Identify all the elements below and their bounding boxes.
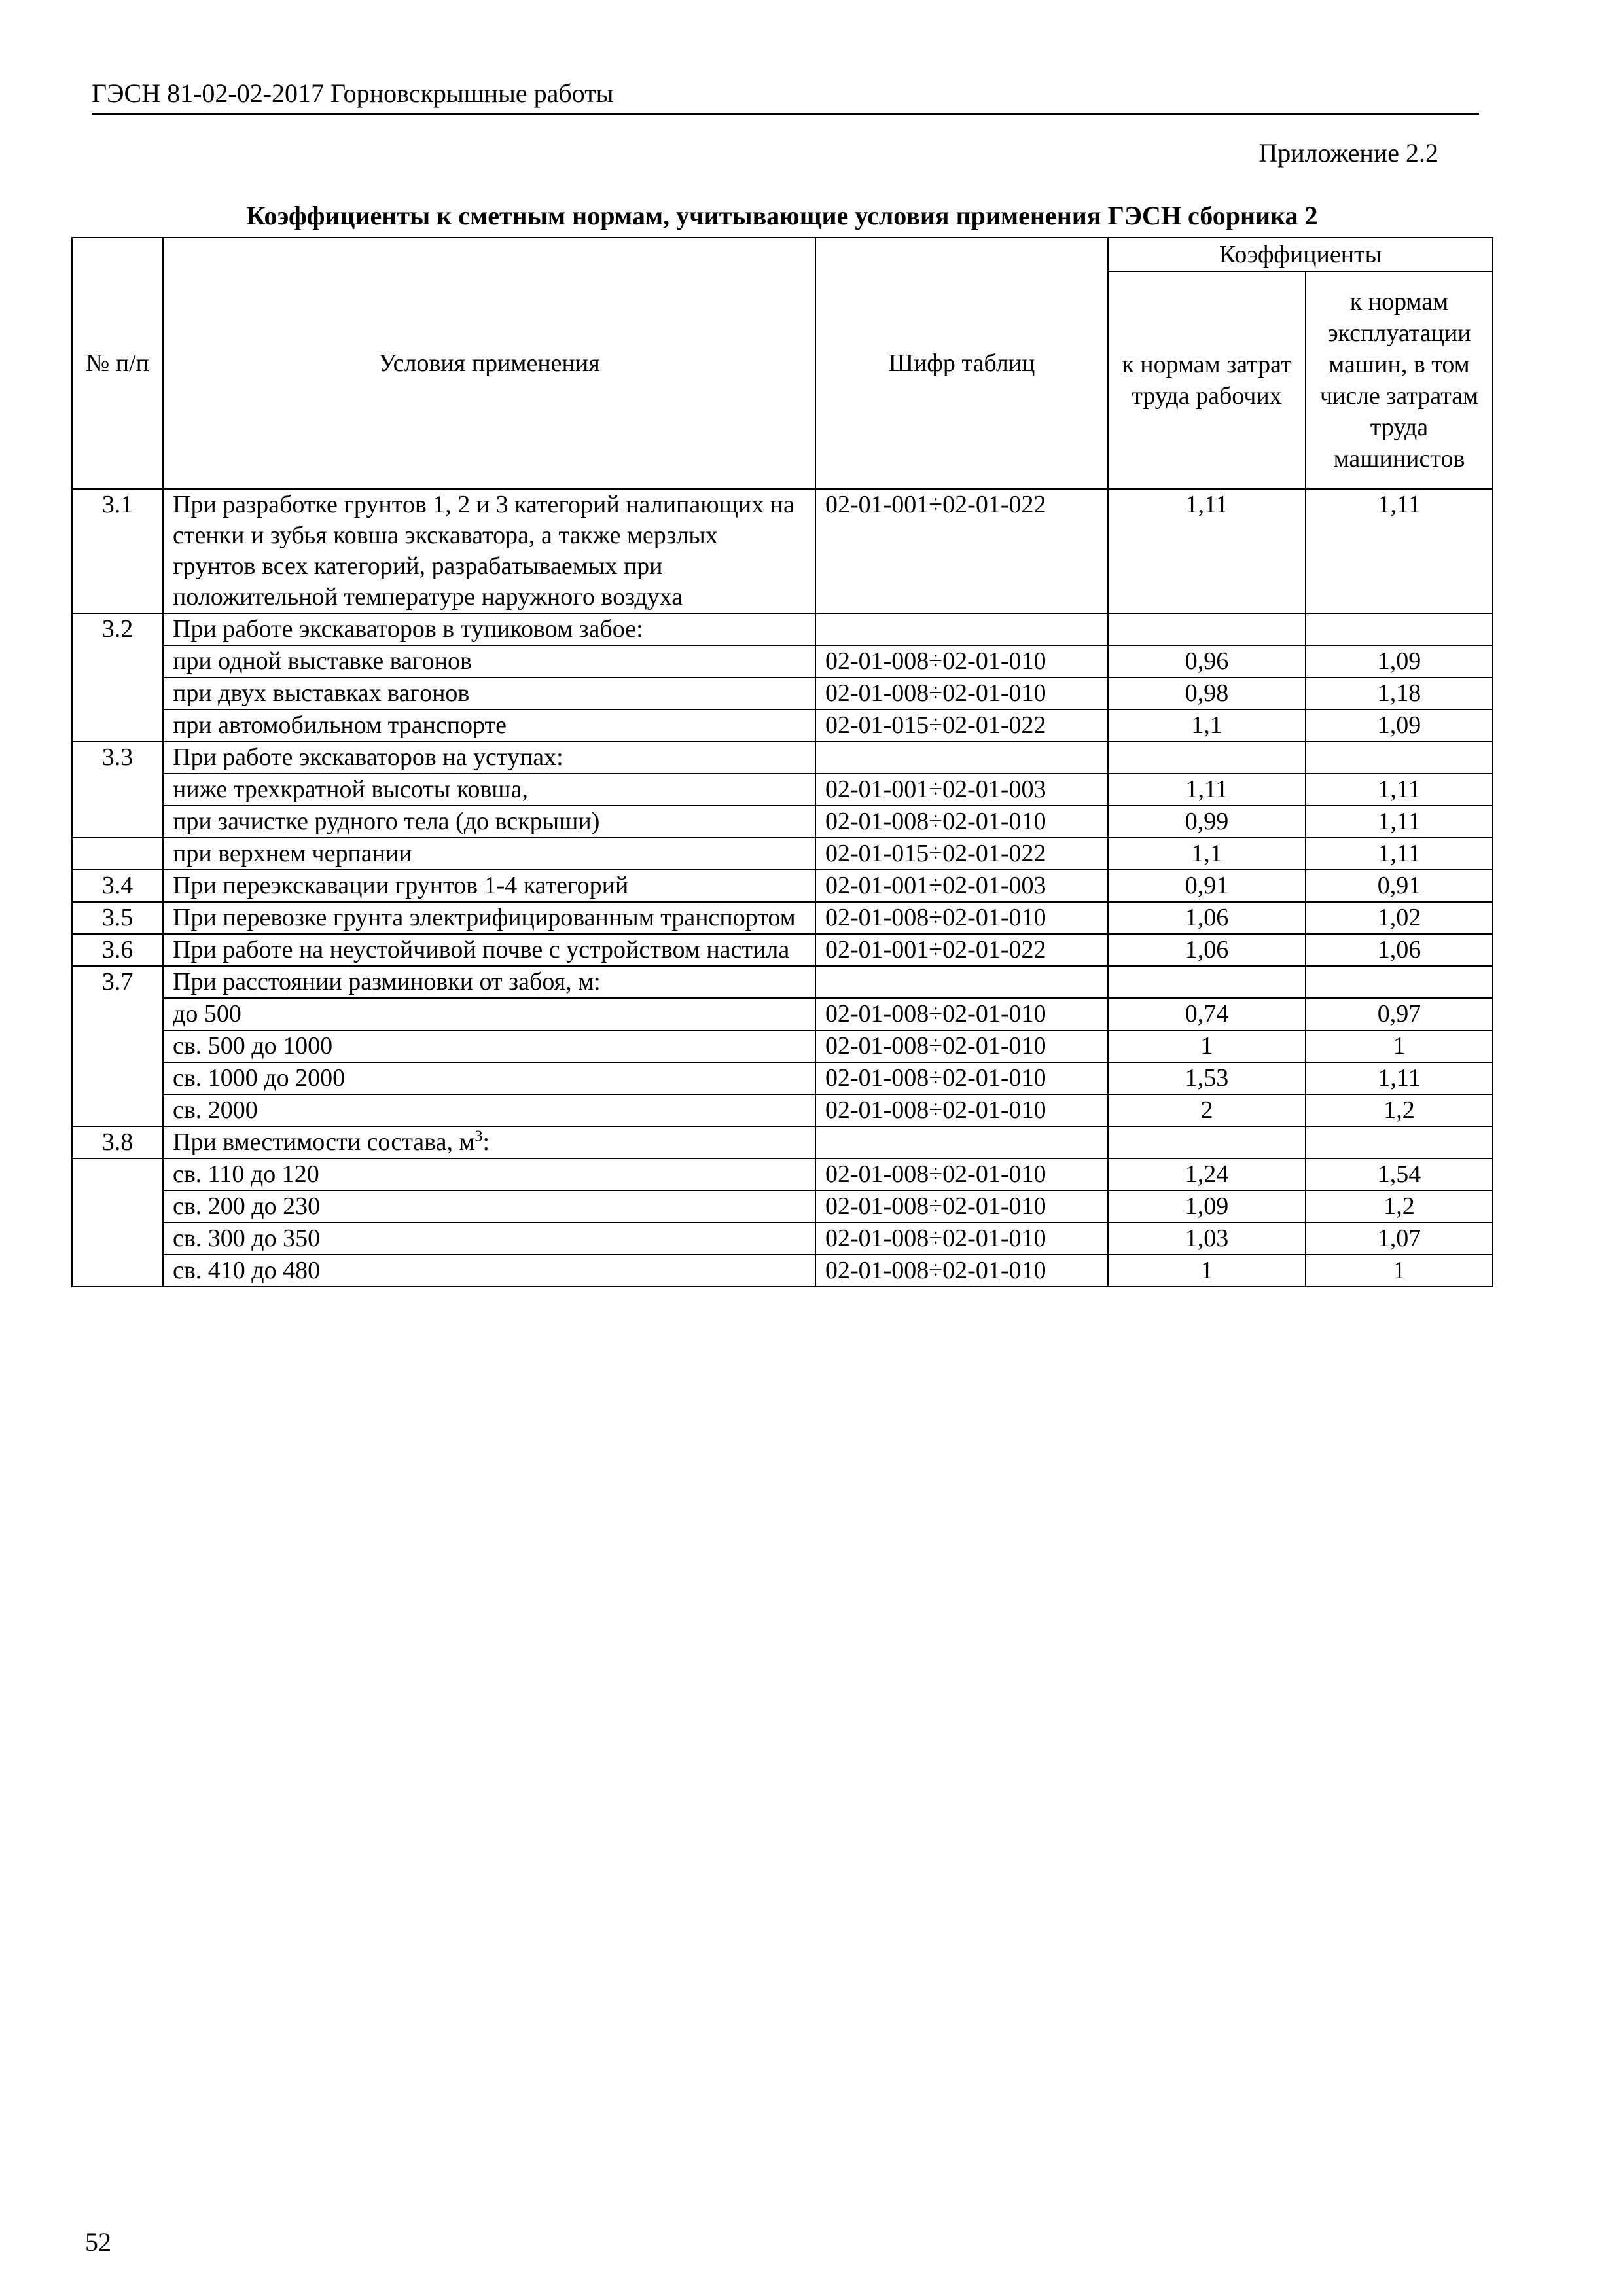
- row-condition: При работе экскаваторов в тупиковом забое:: [163, 613, 815, 645]
- row-code: 02-01-008÷02-01-010: [815, 998, 1108, 1030]
- row-labor-coef: 1: [1108, 1255, 1306, 1287]
- table-row: [72, 1223, 1493, 1255]
- col-header-num: № п/п: [72, 238, 163, 489]
- row-condition-text: При вместимости состава, м: [173, 1128, 475, 1156]
- coefficients-table: [71, 237, 1493, 1287]
- running-header: [92, 72, 1479, 115]
- row-condition: При расстоянии разминовки от забоя, м:: [163, 966, 815, 998]
- row-machine-coef: 1,09: [1306, 645, 1493, 677]
- row-condition: св. 410 до 480: [163, 1255, 815, 1287]
- row-condition: При перевозке грунта электрифицированным транспортом: [163, 902, 815, 934]
- row-condition: до 500: [163, 998, 815, 1030]
- col-header-labor: к нормам затрат труда рабочих: [1108, 272, 1306, 489]
- col-header-code: Шифр таблиц: [815, 238, 1108, 489]
- row-labor-coef: 2: [1108, 1094, 1306, 1126]
- row-code: 02-01-001÷02-01-022: [815, 489, 1108, 613]
- row-code: 02-01-015÷02-01-022: [815, 838, 1108, 870]
- row-labor-coef: [1108, 1126, 1306, 1158]
- table-row: [72, 870, 1493, 902]
- row-labor-coef: 0,96: [1108, 645, 1306, 677]
- table-row: [72, 1030, 1493, 1062]
- row-number: 3.5: [72, 902, 163, 934]
- table-row: [72, 1126, 1493, 1158]
- row-machine-coef: 1,11: [1306, 838, 1493, 870]
- unit-superscript: 3: [474, 1128, 483, 1145]
- row-number: [72, 1158, 163, 1287]
- table-row: [72, 998, 1493, 1030]
- row-labor-coef: 0,74: [1108, 998, 1306, 1030]
- row-number: 3.3: [72, 742, 163, 838]
- row-condition: св. 1000 до 2000: [163, 1062, 815, 1094]
- running-title: ГЭСН 81-02-02-2017 Горновскрышные работы: [92, 79, 614, 108]
- row-machine-coef: [1306, 1126, 1493, 1158]
- col-header-machines: к нормам эксплуатации машин, в том числе затратам труда машинистов: [1306, 272, 1493, 489]
- header-row-top: [72, 238, 1493, 272]
- table-row: [72, 934, 1493, 966]
- row-condition: при верхнем черпании: [163, 838, 815, 870]
- table-row: [72, 1158, 1493, 1191]
- row-labor-coef: 1,09: [1108, 1191, 1306, 1223]
- row-number: 3.8: [72, 1126, 163, 1158]
- row-condition: [163, 1126, 815, 1158]
- row-code: 02-01-001÷02-01-003: [815, 774, 1108, 806]
- row-machine-coef: 0,91: [1306, 870, 1493, 902]
- col-header-conditions: Условия применения: [163, 238, 815, 489]
- row-machine-coef: 1: [1306, 1255, 1493, 1287]
- row-machine-coef: [1306, 613, 1493, 645]
- row-code: 02-01-008÷02-01-010: [815, 1223, 1108, 1255]
- table-row: [72, 1094, 1493, 1126]
- row-labor-coef: 1,1: [1108, 709, 1306, 742]
- row-code: 02-01-008÷02-01-010: [815, 1062, 1108, 1094]
- row-code: 02-01-008÷02-01-010: [815, 806, 1108, 838]
- row-number: [72, 838, 163, 870]
- row-machine-coef: 1,2: [1306, 1191, 1493, 1223]
- row-code: 02-01-008÷02-01-010: [815, 1094, 1108, 1126]
- table-row: [72, 774, 1493, 806]
- row-number: 3.7: [72, 966, 163, 1126]
- col-header-coefficients: Коэффициенты: [1108, 238, 1493, 272]
- row-condition: при одной выставке вагонов: [163, 645, 815, 677]
- row-code: [815, 613, 1108, 645]
- row-machine-coef: 1,06: [1306, 934, 1493, 966]
- row-condition: св. 2000: [163, 1094, 815, 1126]
- row-condition: при автомобильном транспорте: [163, 709, 815, 742]
- row-code: 02-01-015÷02-01-022: [815, 709, 1108, 742]
- row-labor-coef: 1,1: [1108, 838, 1306, 870]
- row-code: 02-01-008÷02-01-010: [815, 1030, 1108, 1062]
- table-row: [72, 1255, 1493, 1287]
- table-row: [72, 489, 1493, 613]
- row-condition: при двух выставках вагонов: [163, 677, 815, 709]
- table-row: [72, 677, 1493, 709]
- row-labor-coef: [1108, 613, 1306, 645]
- row-condition: ниже трехкратной высоты ковша,: [163, 774, 815, 806]
- row-machine-coef: 1,18: [1306, 677, 1493, 709]
- row-labor-coef: 1,03: [1108, 1223, 1306, 1255]
- row-code: 02-01-008÷02-01-010: [815, 902, 1108, 934]
- row-labor-coef: 0,91: [1108, 870, 1306, 902]
- row-labor-coef: 0,99: [1108, 806, 1306, 838]
- row-code: 02-01-001÷02-01-022: [815, 934, 1108, 966]
- table-row: [72, 1191, 1493, 1223]
- row-number: 3.4: [72, 870, 163, 902]
- row-machine-coef: 1: [1306, 1030, 1493, 1062]
- row-code: 02-01-008÷02-01-010: [815, 1158, 1108, 1191]
- row-machine-coef: [1306, 742, 1493, 774]
- row-condition: При работе экскаваторов на уступах:: [163, 742, 815, 774]
- row-machine-coef: 1,11: [1306, 806, 1493, 838]
- row-code: 02-01-008÷02-01-010: [815, 677, 1108, 709]
- table-row: [72, 838, 1493, 870]
- row-number: 3.2: [72, 613, 163, 742]
- table-row: [72, 645, 1493, 677]
- row-machine-coef: [1306, 966, 1493, 998]
- row-code: [815, 1126, 1108, 1158]
- row-condition: При разработке грунтов 1, 2 и 3 категорий налипающих на стенки и зубья ковша экскаватора, а также мерзлых грунтов всех категорий, разрабатываемых при положительной температуре наружного воздуха: [163, 489, 815, 613]
- row-machine-coef: 1,11: [1306, 1062, 1493, 1094]
- row-machine-coef: 1,07: [1306, 1223, 1493, 1255]
- row-code: [815, 966, 1108, 998]
- row-code: 02-01-008÷02-01-010: [815, 1191, 1108, 1223]
- table-row: [72, 966, 1493, 998]
- table-row: [72, 742, 1493, 774]
- row-condition: св. 500 до 1000: [163, 1030, 815, 1062]
- row-condition-tail: :: [482, 1128, 490, 1156]
- table-row: [72, 902, 1493, 934]
- row-number: 3.6: [72, 934, 163, 966]
- row-labor-coef: 1,11: [1108, 774, 1306, 806]
- page-number: 52: [85, 2227, 111, 2257]
- row-labor-coef: 1,11: [1108, 489, 1306, 613]
- row-condition: св. 300 до 350: [163, 1223, 815, 1255]
- row-machine-coef: 1,54: [1306, 1158, 1493, 1191]
- row-labor-coef: 1,06: [1108, 934, 1306, 966]
- row-labor-coef: 1,24: [1108, 1158, 1306, 1191]
- row-condition: При переэкскавации грунтов 1-4 категорий: [163, 870, 815, 902]
- row-labor-coef: 1,53: [1108, 1062, 1306, 1094]
- row-code: 02-01-001÷02-01-003: [815, 870, 1108, 902]
- row-condition: св. 110 до 120: [163, 1158, 815, 1191]
- row-labor-coef: [1108, 966, 1306, 998]
- row-machine-coef: 1,09: [1306, 709, 1493, 742]
- row-labor-coef: 1: [1108, 1030, 1306, 1062]
- row-labor-coef: 0,98: [1108, 677, 1306, 709]
- row-machine-coef: 1,2: [1306, 1094, 1493, 1126]
- row-number: 3.1: [72, 489, 163, 613]
- table-row: [72, 709, 1493, 742]
- table-row: [72, 613, 1493, 645]
- row-machine-coef: 1,11: [1306, 774, 1493, 806]
- table-row: [72, 806, 1493, 838]
- row-machine-coef: 0,97: [1306, 998, 1493, 1030]
- row-machine-coef: 1,11: [1306, 489, 1493, 613]
- row-code: [815, 742, 1108, 774]
- table-title: Коэффициенты к сметным нормам, учитывающие условия применения ГЭСН сборника 2: [246, 201, 1318, 230]
- row-code: 02-01-008÷02-01-010: [815, 645, 1108, 677]
- row-code: 02-01-008÷02-01-010: [815, 1255, 1108, 1287]
- row-condition: при зачистке рудного тела (до вскрыши): [163, 806, 815, 838]
- row-condition: св. 200 до 230: [163, 1191, 815, 1223]
- row-machine-coef: 1,02: [1306, 902, 1493, 934]
- row-condition: При работе на неустойчивой почве с устройством настила: [163, 934, 815, 966]
- appendix-label: Приложение 2.2: [1258, 138, 1438, 168]
- row-labor-coef: [1108, 742, 1306, 774]
- table-row: [72, 1062, 1493, 1094]
- row-labor-coef: 1,06: [1108, 902, 1306, 934]
